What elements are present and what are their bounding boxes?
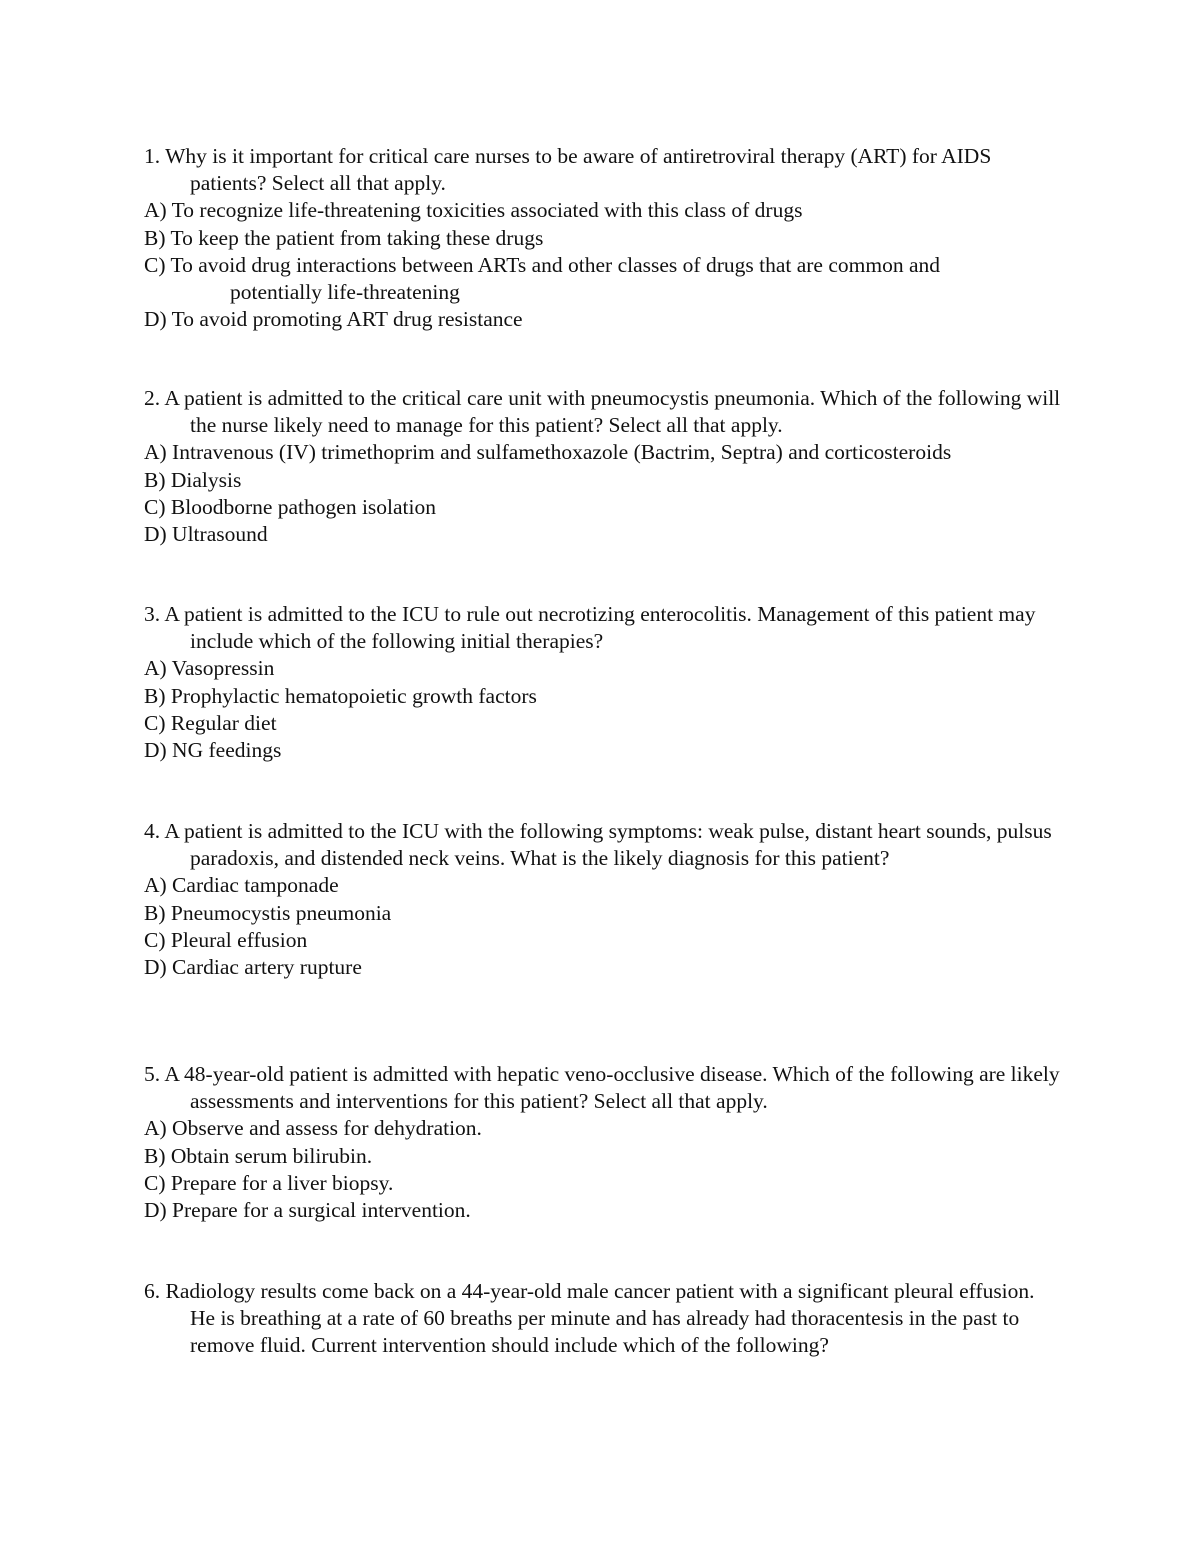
- question-stem: 2. A patient is admitted to the critical care unit with pneumocystis pneumonia. Which of the following will the nurse likely need to manage for this patient? Select all that apply.: [144, 386, 1061, 438]
- answer-option-b: B) To keep the patient from taking these drugs: [144, 225, 544, 250]
- answer-option-a: A) To recognize life-threatening toxicities associated with this class of drugs: [144, 198, 803, 223]
- question-stem: 4. A patient is admitted to the ICU with the following symptoms: weak pulse, distant heart sounds, pulsus paradoxis, and distended neck veins. What is the likely diagnosis for this patient?: [144, 819, 1052, 871]
- answer-option-c: C) Pleural effusion: [144, 927, 308, 952]
- answer-option-b: B) Pneumocystis pneumonia: [144, 900, 392, 925]
- question-5: [144, 1061, 1064, 1224]
- answer-option-d: D) To avoid promoting ART drug resistance: [144, 307, 523, 332]
- answer-option-c: [144, 252, 1064, 306]
- answer-option-b: B) Obtain serum bilirubin.: [144, 1143, 373, 1168]
- question-6: [144, 1278, 1064, 1360]
- answer-option-d: D) Cardiac artery rupture: [144, 955, 362, 980]
- question-stem: 1. Why is it important for critical care nurses to be aware of antiretroviral therapy (ART) for AIDS patients? Select all that apply.: [144, 144, 992, 196]
- answer-option-a: A) Intravenous (IV) trimethoprim and sulfamethoxazole (Bactrim, Septra) and corticosteroids: [144, 440, 952, 465]
- answer-option-d: D) Ultrasound: [144, 522, 268, 547]
- answer-option-c: C) Bloodborne pathogen isolation: [144, 494, 437, 519]
- answer-option-a: A) Observe and assess for dehydration.: [144, 1116, 482, 1141]
- answer-option-c: C) Prepare for a liver biopsy.: [144, 1170, 394, 1195]
- question-stem: 6. Radiology results come back on a 44-year-old male cancer patient with a significant pleural effusion. He is breathing at a rate of 60 breaths per minute and has already had thoracentesis in the past to remove fluid. Current intervention should include which of the following?: [144, 1279, 1035, 1358]
- answer-option-c: C) Regular diet: [144, 710, 277, 735]
- answer-option-c-line-1: C) To avoid drug interactions between ARTs and other classes of drugs that are common and: [144, 252, 940, 277]
- answer-option-d: D) NG feedings: [144, 738, 282, 763]
- answer-option-b: B) Prophylactic hematopoietic growth factors: [144, 683, 537, 708]
- question-4: [144, 818, 1064, 981]
- answer-option-c-line-2: potentially life-threatening: [230, 280, 460, 305]
- answer-option-a: A) Vasopressin: [144, 656, 275, 681]
- answer-option-a: A) Cardiac tamponade: [144, 873, 339, 898]
- question-stem: 5. A 48-year-old patient is admitted with hepatic veno-occlusive disease. Which of the following are likely assessments and interventions for this patient? Select all that apply.: [144, 1062, 1060, 1114]
- question-2: [144, 385, 1064, 548]
- answer-option-d: D) Prepare for a surgical intervention.: [144, 1198, 471, 1223]
- question-3: [144, 601, 1064, 764]
- question-1: [144, 143, 1064, 333]
- question-stem: 3. A patient is admitted to the ICU to rule out necrotizing enterocolitis. Management of this patient may include which of the following initial therapies?: [144, 602, 1036, 654]
- answer-option-b: B) Dialysis: [144, 467, 242, 492]
